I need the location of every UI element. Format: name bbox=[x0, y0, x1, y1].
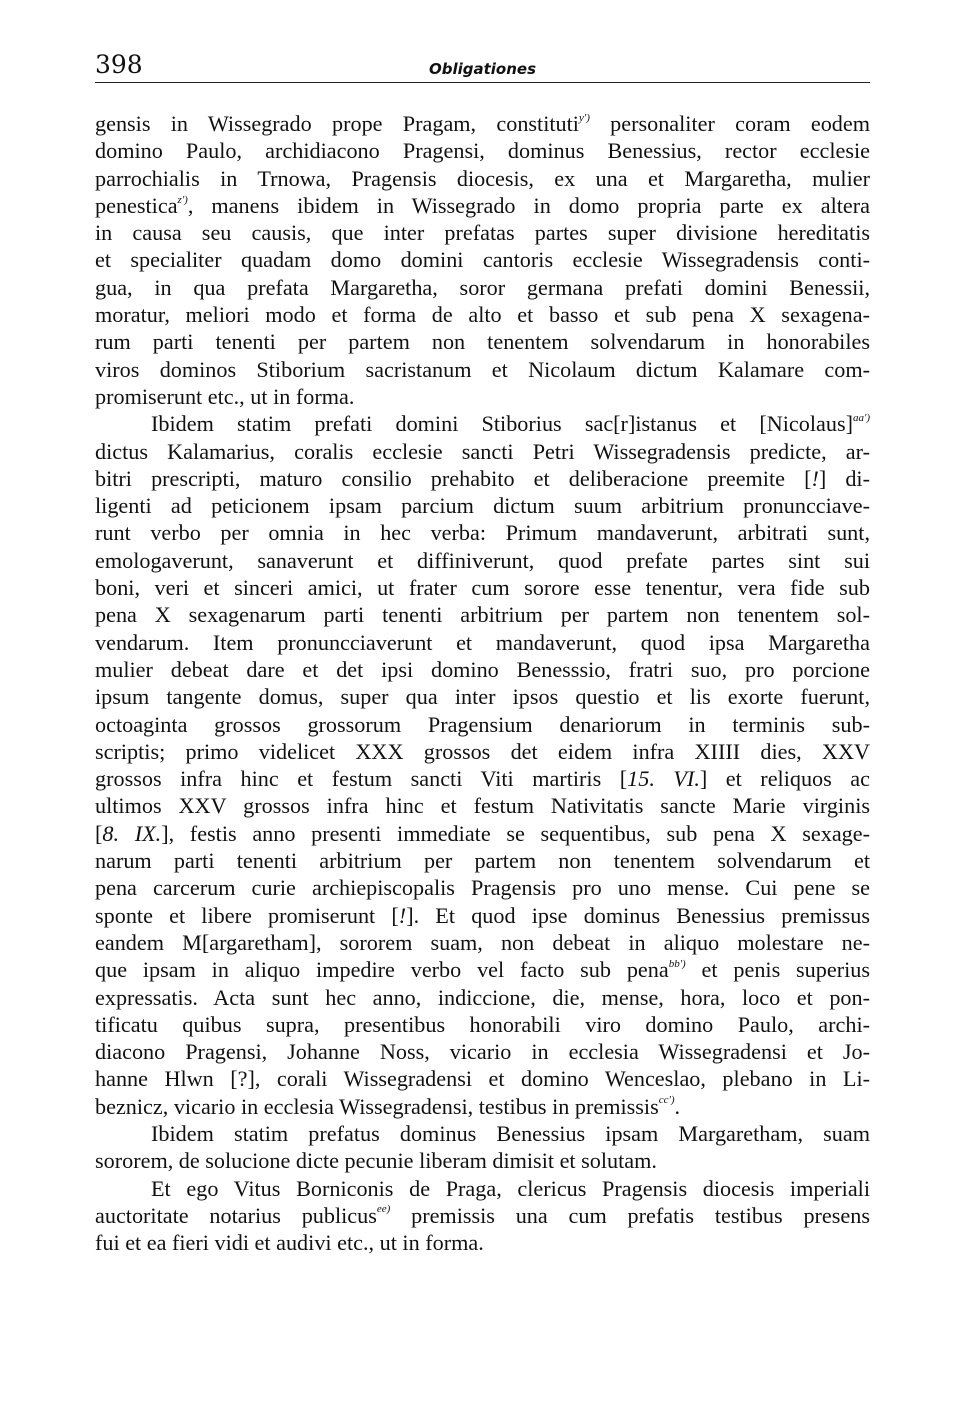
text-segment: ultimos XXV grossos infra hinc et festum Nativitatis sancte Marie virginis bbox=[95, 793, 870, 819]
text-line bbox=[95, 683, 870, 710]
text-segment: penestica bbox=[95, 192, 178, 218]
text-line bbox=[95, 438, 870, 465]
text-segment: ]. Et quod ipse dominus Benessius premissus bbox=[406, 902, 870, 928]
text-line bbox=[95, 328, 870, 355]
text-line bbox=[95, 547, 870, 574]
text-segment: diacono Pragensi, Johanne Noss, vicario in ecclesia Wissegradensi et Jo- bbox=[95, 1039, 870, 1065]
text-segment: auctoritate notarius publicus bbox=[95, 1202, 377, 1228]
text-segment: pena X sexagenarum parti tenenti arbitrium per partem non tenentem sol- bbox=[95, 602, 870, 628]
text-segment: , manens ibidem in Wissegrado in domo propria parte ex altera bbox=[187, 192, 870, 218]
text-line bbox=[95, 738, 870, 765]
text-segment: pena carcerum curie archiepiscopalis Pragensis pro uno mense. Cui pene se bbox=[95, 875, 870, 901]
text-line bbox=[95, 601, 870, 628]
text-segment: Ibidem statim prefatus dominus Benessius ipsam Margaretham, suam bbox=[151, 1120, 870, 1146]
text-segment: beznicz, vicario in ecclesia Wissegradensi, testibus in premissis bbox=[95, 1093, 659, 1119]
footnote-marker: y') bbox=[578, 111, 590, 124]
text-segment: domino Paulo, archidiacono Pragensi, dominus Benessius, rector ecclesie bbox=[95, 138, 870, 164]
text-line bbox=[95, 301, 870, 328]
italic-text: 8. IX. bbox=[102, 820, 162, 846]
text-segment: ], festis anno presenti immediate se sequentibus, sub pena X sexage- bbox=[161, 820, 870, 846]
text-line bbox=[95, 1202, 870, 1229]
text-segment: runt verbo per omnia in hec verba: Primum mandaverunt, arbitrati sunt, bbox=[95, 520, 870, 546]
text-line bbox=[95, 165, 870, 192]
text-segment: parrochialis in Trnowa, Pragensis diocesis, ex una et Margaretha, mulier bbox=[95, 165, 870, 191]
text-line bbox=[95, 110, 870, 137]
text-line bbox=[95, 492, 870, 519]
text-segment: Et ego Vitus Borniconis de Praga, clericus Pragensis diocesis imperiali bbox=[151, 1175, 870, 1201]
text-line bbox=[95, 1147, 870, 1174]
page-number: 398 bbox=[95, 50, 143, 79]
text-segment: fui et ea fieri vidi et audivi etc., ut in forma. bbox=[95, 1230, 484, 1256]
text-line bbox=[95, 1229, 870, 1256]
text-segment: Ibidem statim prefati domini Stiborius sac[r]istanus et [Nicolaus] bbox=[151, 411, 853, 437]
text-line bbox=[95, 1065, 870, 1092]
text-segment: promiserunt etc., ut in forma. bbox=[95, 383, 355, 409]
italic-text: ! bbox=[811, 465, 819, 491]
text-line bbox=[95, 519, 870, 546]
text-line bbox=[95, 356, 870, 383]
text-segment: scriptis; primo videlicet XXX grossos det eidem infra XIIII dies, XXV bbox=[95, 738, 870, 764]
footnote-marker: z') bbox=[177, 193, 188, 206]
text-segment: eandem M[argaretham], sororem suam, non debeat in aliquo molestare ne- bbox=[95, 929, 870, 955]
text-line bbox=[95, 137, 870, 164]
text-segment: dictus Kalamarius, coralis ecclesie sancti Petri Wissegradensis predicte, ar- bbox=[95, 438, 870, 464]
text-segment: expressatis. Acta sunt hec anno, indiccione, die, mense, hora, loco et pon- bbox=[95, 984, 870, 1010]
text-line bbox=[95, 192, 870, 219]
text-segment: vendarum. Item pronuncciaverunt et mandaverunt, quod ipsa Margaretha bbox=[95, 629, 870, 655]
text-line bbox=[95, 656, 870, 683]
running-title: Obligationes bbox=[428, 60, 537, 78]
text-segment: ] di- bbox=[818, 465, 870, 491]
text-line bbox=[95, 765, 870, 792]
footnote-marker: cc') bbox=[658, 1094, 675, 1107]
text-line bbox=[95, 219, 870, 246]
text-segment: boni, veri et sinceri amici, ut frater cum sorore esse tenentur, vera fide sub bbox=[95, 575, 870, 601]
text-line bbox=[95, 1011, 870, 1038]
text-segment: et penis superius bbox=[685, 957, 870, 983]
text-segment: moratur, meliori modo et forma de alto et basso et sub pena X sexagena- bbox=[95, 302, 870, 328]
text-line bbox=[95, 629, 870, 656]
text-line bbox=[95, 465, 870, 492]
text-line bbox=[95, 410, 870, 437]
text-segment: ligenti ad peticionem ipsam parcium dictum suum arbitrium pronuncciave- bbox=[95, 493, 870, 519]
text-segment: hanne Hlwn [?], corali Wissegradensi et domino Wenceslao, plebano in Li- bbox=[95, 1066, 870, 1092]
text-segment: rum parti tenenti per partem non tenentem solvendarum in honorabiles bbox=[95, 329, 870, 355]
text-line bbox=[95, 574, 870, 601]
text-line bbox=[95, 984, 870, 1011]
text-segment: et specialiter quadam domo domini cantoris ecclesie Wissegradensis conti- bbox=[95, 247, 870, 273]
footnote-marker: ee) bbox=[376, 1203, 391, 1216]
text-line bbox=[95, 1038, 870, 1065]
text-line bbox=[95, 902, 870, 929]
text-line bbox=[95, 246, 870, 273]
italic-text: ! bbox=[398, 902, 407, 928]
text-line bbox=[95, 383, 870, 410]
text-segment: bitri prescripti, maturo consilio prehabito et deliberacione preemite [ bbox=[95, 465, 812, 491]
text-line bbox=[95, 820, 870, 847]
text-segment: grossos infra hinc et festum sancti Viti martiris [ bbox=[95, 766, 628, 792]
text-segment: mulier debeat dare et det ipsi domino Benesssio, fratri suo, pro porcione bbox=[95, 656, 870, 682]
text-line bbox=[95, 847, 870, 874]
text-line bbox=[95, 274, 870, 301]
text-segment: ] et reliquos ac bbox=[699, 766, 870, 792]
text-line bbox=[95, 874, 870, 901]
text-segment: . bbox=[674, 1093, 681, 1119]
text-segment: viros dominos Stiborium sacristanum et Nicolaum dictum Kalamare com- bbox=[95, 356, 870, 382]
text-segment: que ipsam in aliquo impedire verbo vel facto sub pena bbox=[95, 957, 669, 983]
text-segment: octoaginta grossos grossorum Pragensium denariorum in terminis sub- bbox=[95, 711, 870, 737]
footnote-marker: bb') bbox=[668, 957, 686, 970]
text-segment: emologaverunt, sanaverunt et diffiniverunt, quod prefate partes sint sui bbox=[95, 547, 870, 573]
text-segment: tificatu quibus supra, presentibus honorabili viro domino Paulo, archi- bbox=[95, 1011, 870, 1037]
document-body bbox=[95, 110, 870, 1256]
text-line bbox=[95, 929, 870, 956]
page-header bbox=[95, 50, 870, 83]
text-line bbox=[95, 956, 870, 983]
italic-text: 15. VI. bbox=[627, 766, 700, 792]
text-segment: ipsum tangente domus, super qua inter ipsos questio et lis exorte fuerunt, bbox=[95, 684, 870, 710]
text-segment: narum parti tenenti arbitrium per partem non tenentem solvendarum et bbox=[95, 848, 870, 874]
text-segment: gua, in qua prefata Margaretha, soror germana prefati domini Benessii, bbox=[95, 274, 870, 300]
text-line bbox=[95, 1175, 870, 1202]
text-segment: [ bbox=[95, 820, 103, 846]
text-segment: gensis in Wissegrado prope Pragam, constituti bbox=[95, 111, 579, 136]
text-line bbox=[95, 1093, 870, 1120]
text-segment: premissis una cum prefatis testibus presens bbox=[390, 1202, 870, 1228]
text-segment: sororem, de solucione dicte pecunie liberam dimisit et solutam. bbox=[95, 1148, 657, 1174]
text-segment: in causa seu causis, que inter prefatas partes super divisione hereditatis bbox=[95, 220, 870, 246]
text-segment: personaliter coram eodem bbox=[589, 111, 870, 136]
text-line bbox=[95, 792, 870, 819]
text-line bbox=[95, 711, 870, 738]
text-segment: sponte et libere promiserunt [ bbox=[95, 902, 399, 928]
text-line bbox=[95, 1120, 870, 1147]
footnote-marker: aa') bbox=[852, 411, 870, 424]
